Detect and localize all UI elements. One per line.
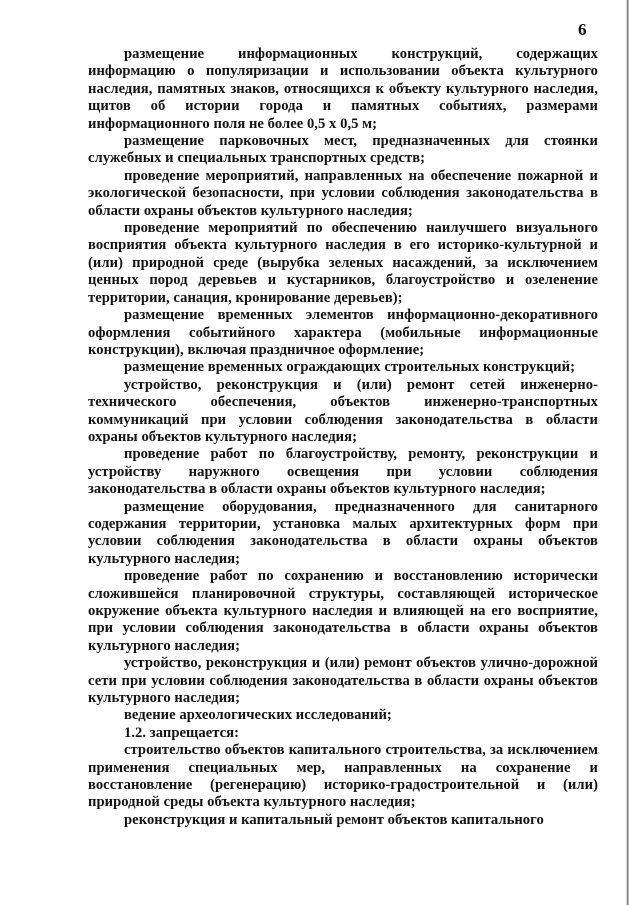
paragraph-engineering-networks: устройство, реконструкция и (или) ремонт сетей инженерно-технического обеспечения, объектов инженерно-транспортных коммуникаций при условии соблюдения законодательства в области охраны объектов культурного наследия; <box>88 376 598 445</box>
paragraph-visual-perception: проведение мероприятий по обеспечению наилучшего визуального восприятия объекта культурного наследия в его историко-культурной и (или) природной среде (вырубка зеленых насаждений, за исключением ценных пород деревьев и кустарников, благоустройство и озеленение территории, санация, кронирование деревьев); <box>88 220 598 306</box>
paragraph-temporary-fences: размещение временных ограждающих строительных конструкций; <box>124 359 576 376</box>
paragraph-planning-structure: проведение работ по сохранению и восстановлению исторически сложившейся планировочной структуры, составляющей историческое окружение объекта культурного наследия и влияющей на его восприятие, при условии соблюдения законодательства в области охраны объектов культурного наследия; <box>88 568 598 654</box>
paragraph-reconstruction-ban: реконструкция и капитальный ремонт объектов капитального <box>124 811 544 828</box>
paragraph-fire-safety: проведение мероприятий, направленных на обеспечение пожарной и экологической безопасности, при условии соблюдения законодательства в области охраны объектов культурного наследия; <box>88 167 598 219</box>
paragraph-road-network: устройство, реконструкция и (или) ремонт объектов улично-дорожной сети при условии соблюдения законодательства в области охраны объектов культурного наследия; <box>88 655 598 707</box>
page-number: 6 <box>578 20 587 39</box>
scan-edge-shadow <box>626 0 629 905</box>
paragraph-info-structures: размещение информационных конструкций, содержащих информацию о популяризации и использовании объекта культурного наследия, памятных знаков, относящихся к объекту культурного наследия, щитов об истории города и памятных событиях, размерами информационного поля не более 0,5 х 0,5 м; <box>88 46 598 132</box>
paragraph-parking: размещение парковочных мест, предназначенных для стоянки служебных и специальных транспортных средств; <box>88 133 598 167</box>
paragraph-construction-ban: строительство объектов капитального строительства, за исключением применения специальных мер, направленных на сохранение и восстановление (регенерацию) историко-градостроительной и (или) природной среды объекта культурного наследия; <box>88 742 598 811</box>
document-body <box>88 46 598 829</box>
paragraph-sanitary-equipment: размещение оборудования, предназначенного для санитарного содержания территории, установка малых архитектурных форм при условии соблюдения законодательства в области охраны объектов культурного наследия; <box>88 498 598 567</box>
paragraph-temporary-decor: размещение временных элементов информационно-декоративного оформления событийного характера (мобильные информационные конструкции), включая праздничное оформление; <box>88 307 598 358</box>
section-heading-prohibited: 1.2. запрещается: <box>124 724 240 741</box>
paragraph-archaeology: ведение археологических исследований; <box>124 707 392 724</box>
paragraph-lighting: проведение работ по благоустройству, ремонту, реконструкции и устройству наружного освещения при условии соблюдения законодательства в области охраны объектов культурного наследия; <box>88 446 598 498</box>
